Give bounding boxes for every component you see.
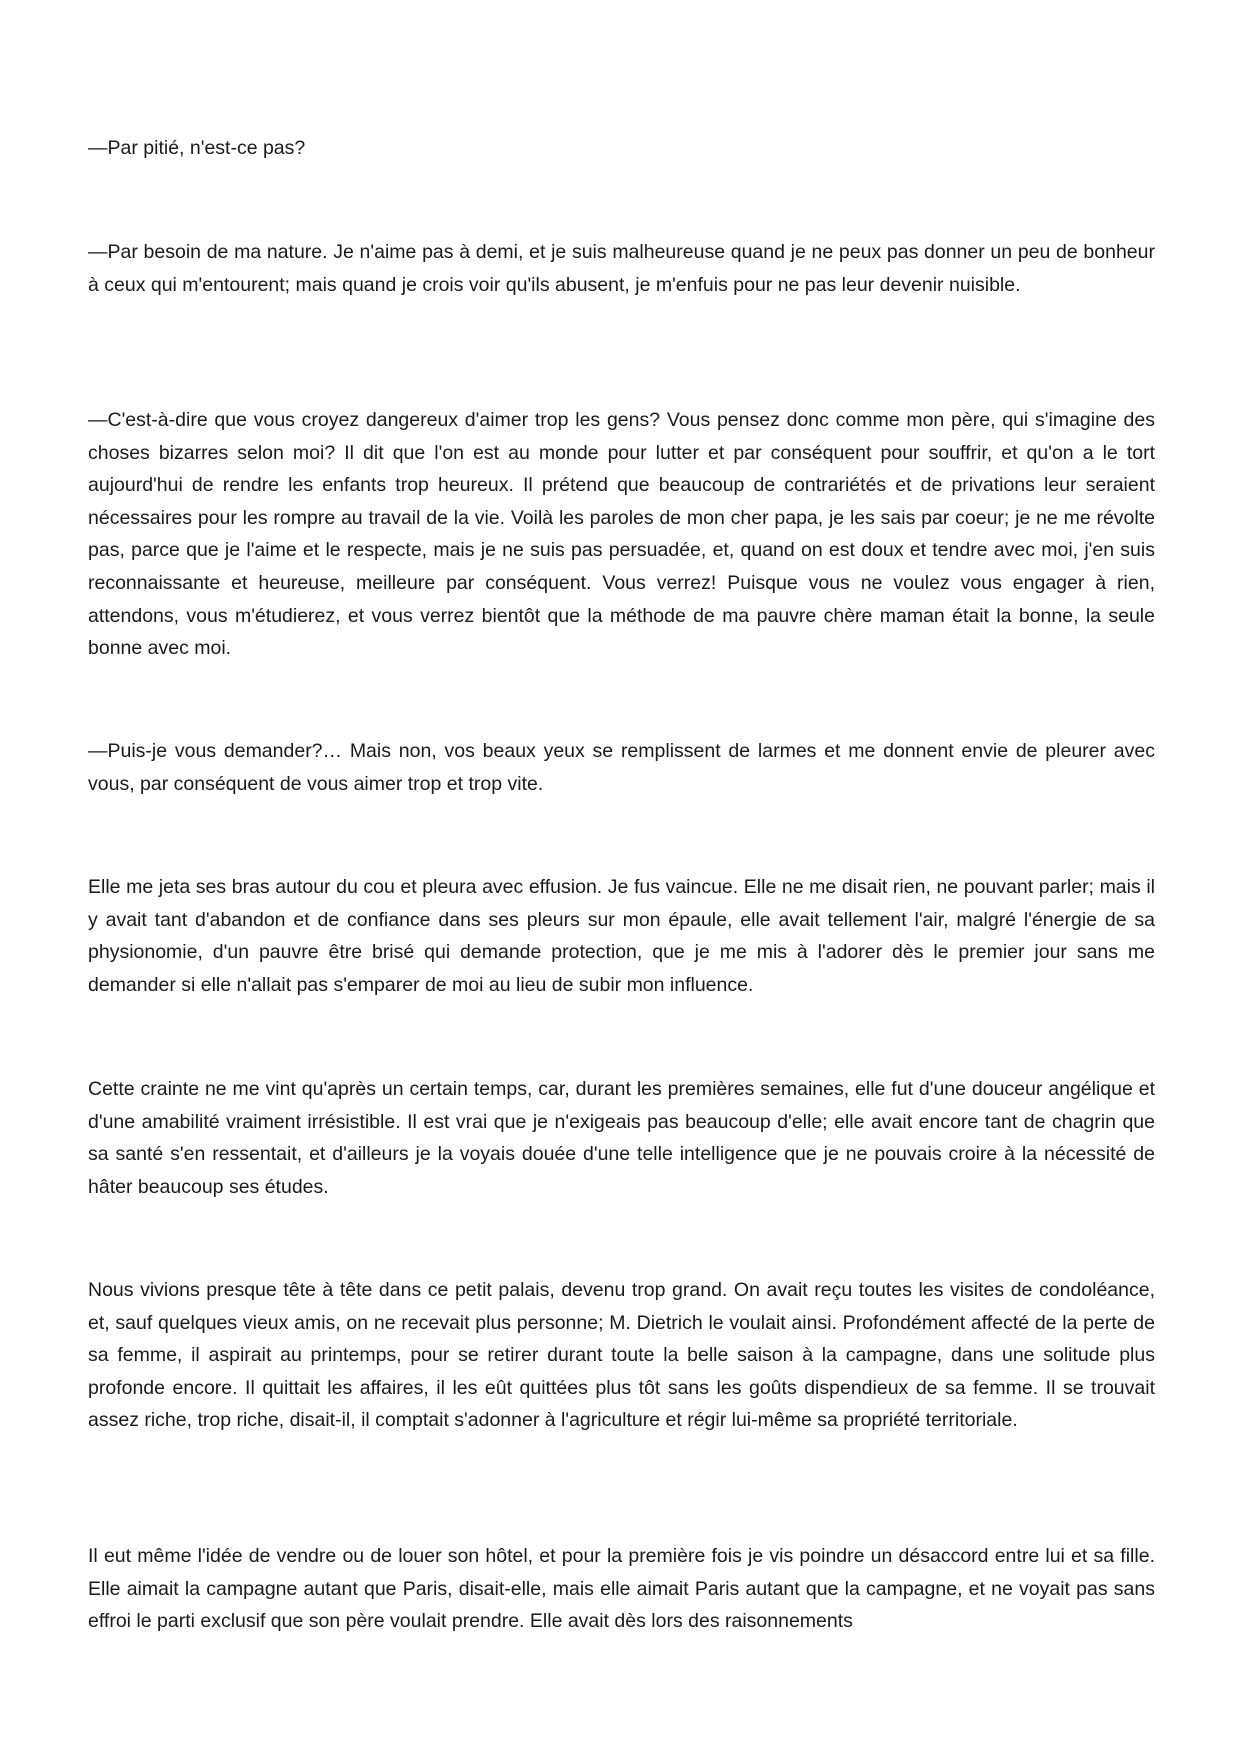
paragraph: Elle me jeta ses bras autour du cou et pleura avec effusion. Je fus vaincue. Elle ne me disait rien, ne pouvant parler; mais il y avait tant d'abandon et de confiance dans ses pleurs sur mon épaule, elle avait tellement l'air, malgré l'énergie de sa physionomie, d'un pauvre être brisé qui demande protection, que je me mis à l'adorer dès le premier jour sans me demander si elle n'allait pas s'emparer de moi au lieu de subir mon influence. [88,876,1155,996]
paragraph: —C'est-à-dire que vous croyez dangereux d'aimer trop les gens? Vous pensez donc comme mon père, qui s'imagine des choses bizarres selon moi? Il dit que l'on est au monde pour lutter et par conséquent pour souffrir, et qu'on a le tort aujourd'hui de rendre les enfants trop heureux. Il prétend que beaucoup de contrariétés et de privations leur seraient nécessaires pour les rompre au travail de la vie. Voilà les paroles de mon cher papa, je les sais par coeur; je ne me révolte pas, parce que je l'aime et le respecte, mais je ne suis pas persuadée, et, quand on est doux et tendre avec moi, j'en suis reconnaissante et heureuse, meilleure par conséquent. Vous verrez! Puisque vous ne voulez vous engager à rien, attendons, vous m'étudierez, et vous verrez bientôt que la méthode de ma pauvre chère maman était la bonne, la seule bonne avec moi. [88,409,1155,660]
paragraph: Il eut même l'idée de vendre ou de louer son hôtel, et pour la première fois je vis poindre un désaccord entre lui et sa fille. Elle aimait la campagne autant que Paris, disait-elle, mais elle aimait Paris autant que la campagne, et ne voyait pas sans effroi le parti exclusif que son père voulait prendre. Elle avait dès lors des raisonnements [88,1545,1155,1633]
paragraph: Nous vivions presque tête à tête dans ce petit palais, devenu trop grand. On avait reçu toutes les visites de condoléance, et, sauf quelques vieux amis, on ne recevait plus personne; M. Dietrich le voulait ainsi. Profondément affecté de la perte de sa femme, il aspirait au printemps, pour se retirer durant toute la belle saison à la campagne, dans une solitude plus profonde encore. Il quittait les affaires, il les eût quittées plus tôt sans les goûts dispendieux de sa femme. Il se trouvait assez riche, trop riche, disait-il, il comptait s'adonner à l'agriculture et régir lui-même sa propriété territoriale. [88,1279,1155,1432]
paragraph: —Puis-je vous demander?… Mais non, vos beaux yeux se remplissent de larmes et me donnent envie de pleurer avec vous, par conséquent de vous aimer trop et trop vite. [88,740,1155,795]
paragraph: Cette crainte ne me vint qu'après un certain temps, car, durant les premières semaines, elle fut d'une douceur angélique et d'une amabilité vraiment irrésistible. Il est vrai que je n'exigeais pas beaucoup d'elle; elle avait encore tant de chagrin que sa santé s'en ressentait, et d'ailleurs je la voyais douée d'une telle intelligence que je ne pouvais croire à la nécessité de hâter beaucoup ses études. [88,1078,1155,1198]
paragraph: —Par besoin de ma nature. Je n'aime pas à demi, et je suis malheureuse quand je ne peux pas donner un peu de bonheur à ceux qui m'entourent; mais quand je crois voir qu'ils abusent, je m'enfuis pour ne pas leur devenir nuisible. [88,241,1155,296]
paragraph: —Par pitié, n'est-ce pas? [88,137,306,159]
